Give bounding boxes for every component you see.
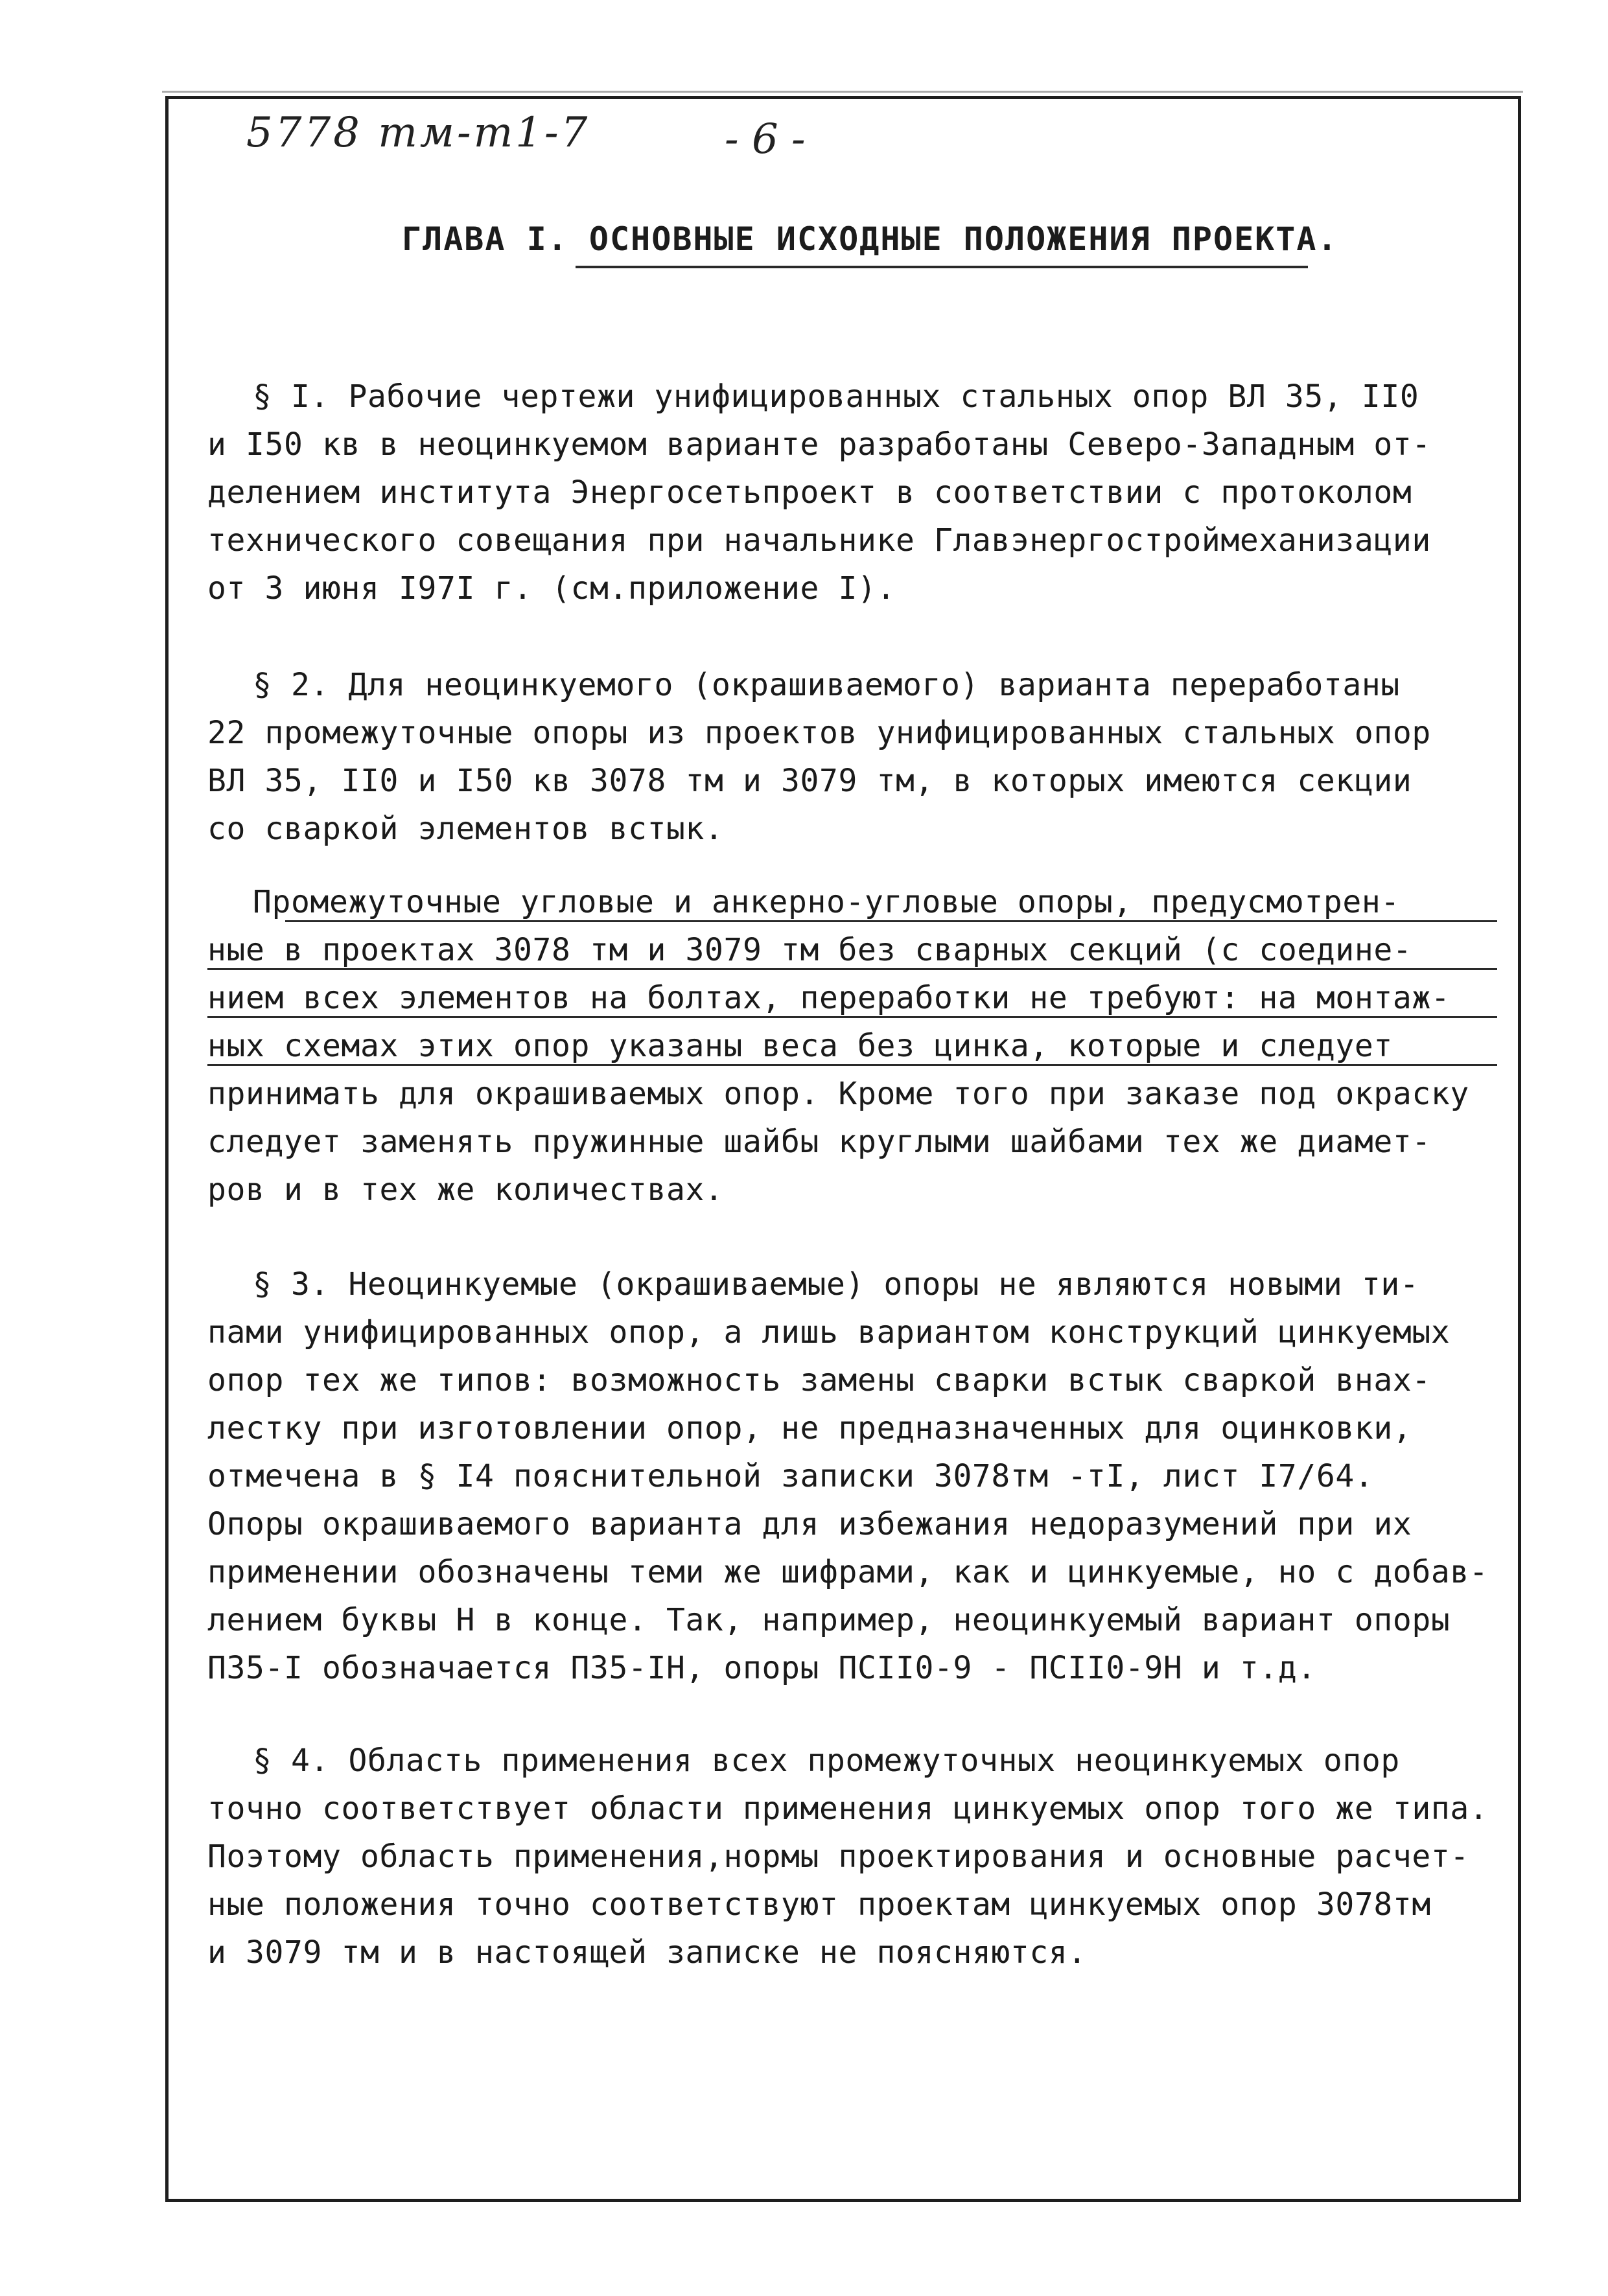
text-line: отмечена в § I4 пояснительной записки 3078тм -тI, лист I7/64. [207, 1458, 1374, 1494]
text-line: принимать для окрашиваемых опор. Кроме того при заказе под окраску [207, 1076, 1469, 1112]
text-line: опор тех же типов: возможность замены сварки встык сваркой внах- [207, 1362, 1431, 1398]
text-line: лением буквы Н в конце. Так, например, неоцинкуемый вариант опоры [207, 1602, 1451, 1638]
text-line: ров и в тех же количествах. [207, 1172, 724, 1208]
paragraph-4 [207, 1260, 1497, 1692]
text-line: нием всех элементов на болтах, переработки не требуют: на монтаж- [207, 974, 1497, 1022]
text-line: § 3. Неоцинкуемые (окрашиваемые) опоры не являются новыми ти- [253, 1266, 1419, 1303]
paragraph-3 [207, 878, 1497, 1214]
text-line: и 3079 тм и в настоящей записке не поясняются. [207, 1934, 1087, 1971]
text-line: делением института Энергосетьпроект в соответствии с протоколом [207, 474, 1412, 511]
text-line: со сваркой элементов встык. [207, 811, 724, 847]
text-line: следует заменять пружинные шайбы круглыми шайбами тех же диамет- [207, 1124, 1431, 1160]
handwritten-document-code: 5778 тм-т1-7 [246, 109, 590, 157]
text-line: § 2. Для неоцинкуемого (окрашиваемого) варианта переработаны [253, 667, 1400, 703]
text-line: ные положения точно соответствуют проектам цинкуемых опор 3078тм [207, 1886, 1431, 1923]
text-line: 22 промежуточные опоры из проектов унифицированных стальных опор [207, 715, 1431, 751]
text-line: ВЛ 35, II0 и I50 кв 3078 тм и 3079 тм, в которых имеются секции [207, 763, 1412, 799]
text-line: § I. Рабочие чертежи унифицированных стальных опор ВЛ 35, II0 [253, 378, 1419, 415]
text-line: пами унифицированных опор, а лишь вариантом конструкций цинкуемых [207, 1314, 1451, 1351]
text-line: Промежуточные угловые и анкерно-угловые опоры, предусмотрен- [207, 878, 1497, 926]
text-line: § 4. Область применения всех промежуточных неоцинкуемых опор [253, 1743, 1400, 1779]
text-line: и I50 кв в неоцинкуемом варианте разработаны Северо-Западным от- [207, 426, 1431, 463]
text-line: применении обозначены теми же шифрами, как и цинкуемые, но с добав- [207, 1554, 1489, 1590]
text-line: от 3 июня I97I г. (см.приложение I). [207, 570, 896, 607]
text-line: лестку при изготовлении опор, не предназначенных для оцинковки, [207, 1410, 1412, 1446]
title-underline [576, 266, 1308, 268]
text-line: технического совещания при начальнике Главэнергостроймеханизации [207, 522, 1431, 559]
scan-edge-top [162, 91, 1523, 93]
text-line: точно соответствует области применения цинкуемых опор того же типа. [207, 1791, 1489, 1827]
text-line: П35-I обозначается П35-IН, опоры ПСII0-9 - ПСII0-9Н и т.д. [207, 1650, 1316, 1686]
chapter-title: ГЛАВА I. ОСНОВНЫЕ ИСХОДНЫЕ ПОЛОЖЕНИЯ ПРОЕКТА. [402, 220, 1338, 258]
paragraph-5 [207, 1737, 1497, 1977]
text-line: ные в проектах 3078 тм и 3079 тм без сварных секций (с соедине- [207, 926, 1497, 974]
paragraph-2 [207, 661, 1497, 853]
paragraph-1 [207, 373, 1497, 612]
page-number: - 6 - [725, 115, 806, 163]
text-line: ных схемах этих опор указаны веса без цинка, которые и следует [207, 1022, 1497, 1070]
text-line: Поэтому область применения,нормы проектирования и основные расчет- [207, 1838, 1469, 1875]
text-line: Опоры окрашиваемого варианта для избежания недоразумений при их [207, 1506, 1412, 1542]
